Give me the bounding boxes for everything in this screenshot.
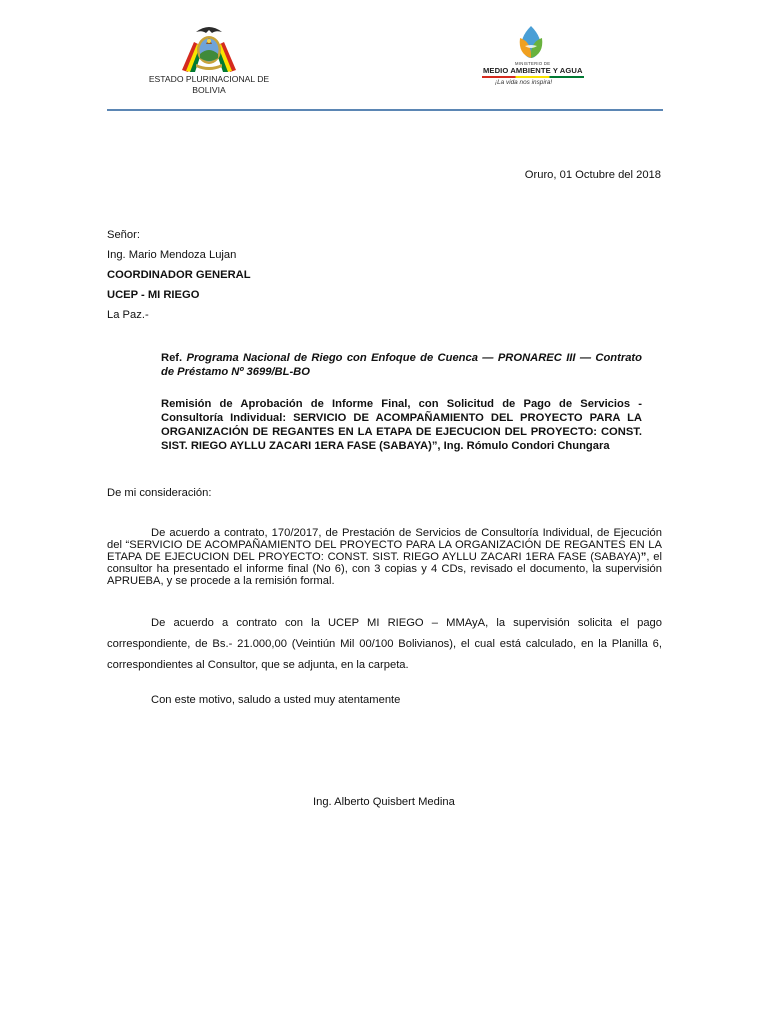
- salutation: Señor:: [107, 229, 140, 241]
- reference-block: [161, 351, 642, 379]
- subject-block: Remisión de Aprobación de Informe Final, con Solicitud de Pago de Servicios - Consultoría Individual: SERVICIO DE ACOMPAÑAMIENTO DEL PROYECTO PARA LA ORGANIZACIÓN DE REGANTES EN LA ETAPA DE EJECUCION DEL PROYECTO: CONST. SIST. RIEGO AYLLU ZACARI 1ERA FASE (SABAYA)”, Ing. Rómulo Condori Chungara: [161, 398, 642, 452]
- signature-name: Ing. Alberto Quisbert Medina: [313, 796, 455, 808]
- paragraph-1: [107, 527, 662, 587]
- closing: Con este motivo, saludo a usted muy atentamente: [151, 694, 401, 706]
- ministry-underline: [482, 76, 584, 78]
- paragraph-1-quote: ”: [640, 551, 647, 563]
- state-name-line1: ESTADO PLURINACIONAL DE: [148, 74, 270, 84]
- ministry-name: MEDIO AMBIENTE Y AGUA: [483, 66, 583, 75]
- ministry-slogan: ¡La vida nos inspira!: [495, 79, 553, 86]
- state-name-line2: BOLIVIA: [192, 85, 226, 95]
- paragraph-1-rest: , el consultor ha presentado el informe final (No 6), con 3 copias y 4 CDs, revisado el documento, la supervisión APRUEBA, y se procede a la remisión formal.: [107, 551, 662, 587]
- ministry-leaf-logo: [512, 24, 550, 62]
- coat-of-arms-logo: [176, 22, 242, 74]
- header-divider: [107, 109, 663, 111]
- recipient-title: COORDINADOR GENERAL: [107, 269, 251, 281]
- header-left-caption: [140, 74, 278, 96]
- recipient-name: Ing. Mario Mendoza Lujan: [107, 249, 237, 261]
- paragraph-2: De acuerdo a contrato con la UCEP MI RIEGO – MMAyA, la supervisión solicita el pago correspondiente, de Bs.- 21.000,00 (Veintiún Mil 00/100 Bolivianos), el cual está calculado, en la Planilla 6, correspondientes al Consultor, que se adjunta, en la carpeta.: [107, 617, 662, 671]
- reference-label: Ref.: [161, 352, 183, 364]
- recipient-organization: UCEP - MI RIEGO: [107, 289, 200, 301]
- reference-text: Programa Nacional de Riego con Enfoque de Cuenca — PRONAREC III — Contrato de Préstamo Nº 3699/BL-BO: [161, 352, 642, 378]
- ministry-small-label: MINISTERIO DE: [515, 61, 551, 66]
- recipient-city: La Paz.-: [107, 309, 149, 321]
- paragraph-1-main: De acuerdo a contrato, 170/2017, de Prestación de Servicios de Consultoría Individual, de Ejecución del “SERVICIO DE ACOMPAÑAMIENTO DEL PROYECTO PARA LA ORGANIZACIÓN DE REGANTES EN LA ETAPA DE EJECUCION DEL PROYECTO: CONST. SIST. RIEGO AYLLU ZACARI 1ERA FASE (SABAYA): [107, 527, 662, 563]
- letter-date: Oruro, 01 Octubre del 2018: [524, 169, 661, 181]
- greeting: De mi consideración:: [107, 487, 212, 499]
